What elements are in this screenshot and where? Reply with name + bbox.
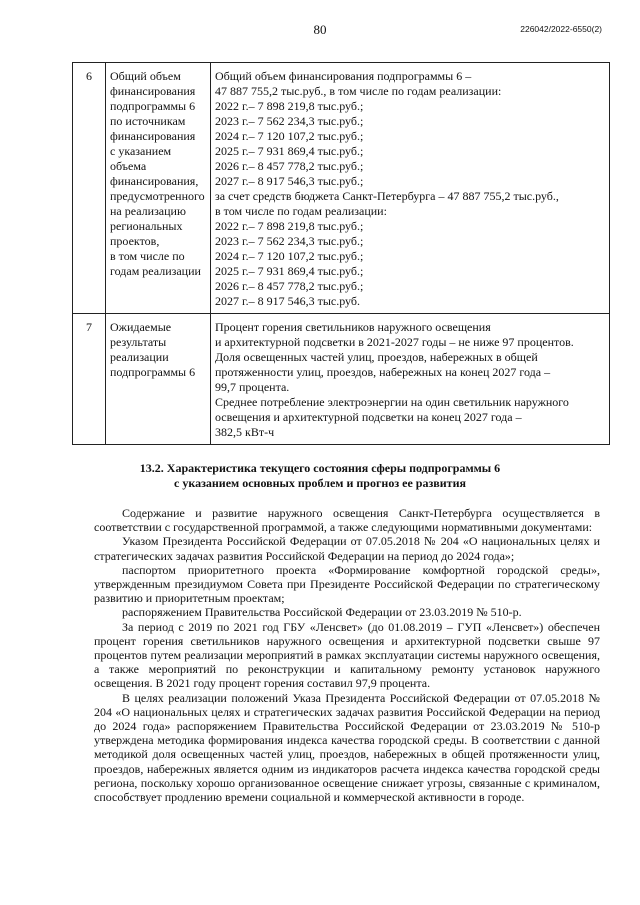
content-line: 2026 г.– 8 457 778,2 тыс.руб.;	[215, 279, 364, 293]
paragraph: Указом Президента Российской Федерации от 07.05.2018 № 204 «О национальных целях и стратегических задачах развития Российской Федерации на период до 2024 года»;	[94, 534, 600, 563]
content-line: протяженности улиц, проездов, набережных на конец 2027 года –	[215, 365, 551, 379]
row-label	[106, 314, 211, 445]
label-line: Общий объем	[110, 69, 181, 83]
table-row	[73, 63, 610, 314]
content-line: 99,7 процента.	[215, 380, 290, 394]
label-line: объема	[110, 159, 147, 173]
section-heading-line: 13.2. Характеристика текущего состояния сферы подпрограммы 6	[139, 461, 501, 475]
label-line: Ожидаемые	[110, 320, 172, 334]
content-line: 2023 г.– 7 562 234,3 тыс.руб.;	[215, 114, 364, 128]
paragraph: За период с 2019 по 2021 год ГБУ «Ленсвет» (до 01.08.2019 – ГУП «Ленсвет») обеспечен процент горения светильников наружного освещения и архитектурной подсветки свыше 97 процентов путем реализации мероприятий в рамках эксплуатации системы наружного освещения, а также мероприятий по реконструкции и капитальному ремонту установок наружного освещения. В 2021 году процент горения составил 97,9 процента.	[94, 619, 600, 691]
content-line: и архитектурной подсветки в 2021-2027 годы – не ниже 97 процентов.	[215, 335, 574, 349]
label-line: по источникам	[110, 114, 186, 128]
row-content	[211, 314, 610, 445]
content-line: 2022 г.– 7 898 219,8 тыс.руб.;	[215, 99, 364, 113]
content-line: Среднее потребление электроэнергии на один светильник наружного	[215, 395, 569, 409]
content-line: 2023 г.– 7 562 234,3 тыс.руб.;	[215, 234, 364, 248]
content-line: 2026 г.– 8 457 778,2 тыс.руб.;	[215, 159, 364, 173]
row-label	[106, 63, 211, 314]
label-line: в том числе по	[110, 249, 185, 263]
content-line: Общий объем финансирования подпрограммы 6 –	[215, 69, 472, 83]
label-line: подпрограммы 6	[110, 365, 196, 379]
content-line: 2024 г.– 7 120 107,2 тыс.руб.;	[215, 129, 364, 143]
content-line: Процент горения светильников наружного освещения	[215, 320, 491, 334]
label-line: региональных	[110, 219, 183, 233]
row-number: 6	[73, 63, 106, 314]
content-line: 2027 г.– 8 917 546,3 тыс.руб.	[215, 294, 360, 308]
content-line: 382,5 кВт-ч	[215, 425, 275, 439]
row-content	[211, 63, 610, 314]
label-line: финансирования	[110, 84, 196, 98]
label-line: финансирования	[110, 129, 196, 143]
content-line: освещения и архитектурной подсветки на конец 2027 года –	[215, 410, 522, 424]
document-code: 226042/2022-6550(2)	[520, 24, 602, 34]
paragraph: паспортом приоритетного проекта «Формирование комфортной городской среды», утвержденным президиумом Совета при Президенте Российской Федерации по стратегическому развитию и приоритетным проектам;	[94, 562, 600, 606]
content-line: 2025 г.– 7 931 869,4 тыс.руб.;	[215, 264, 364, 278]
label-line: на реализацию	[110, 204, 186, 218]
content-line: 2027 г.– 8 917 546,3 тыс.руб.;	[215, 174, 364, 188]
content-line: в том числе по годам реализации:	[215, 204, 387, 218]
content-line: Доля освещенных частей улиц, проездов, набережных в общей	[215, 350, 538, 364]
label-line: годам реализации	[110, 264, 201, 278]
content-line: 2025 г.– 7 931 869,4 тыс.руб.;	[215, 144, 364, 158]
label-line: подпрограммы 6	[110, 99, 196, 113]
label-line: результаты	[110, 335, 167, 349]
page-number: 80	[313, 22, 327, 37]
section-heading-line: с указанием основных проблем и прогноз ее развития	[174, 476, 466, 490]
section-heading	[60, 461, 580, 491]
content-line: за счет средств бюджета Санкт-Петербурга – 47 887 755,2 тыс.руб.,	[215, 189, 559, 203]
paragraph: В целях реализации положений Указа Президента Российской Федерации от 07.05.2018 № 204 «О национальных целях и стратегических задачах развития Российской Федерации на период до 2024 года» распоряжением Правительства Российской Федерации от 23.03.2019 № 510-р утверждена методика формирования индекса качества городской среды. В соответствии с данной методикой доля освещенных частей улиц, проездов, набережных в общей протяженности улиц, проездов, набережных является одним из индикаторов расчета индекса качества городской среды региона, поскольку хорошо организованное освещение снижает угрозы, связанные с криминалом, способствует продлению времени социальной и коммерческой активности в городе.	[94, 690, 600, 805]
label-line: проектов,	[110, 234, 160, 248]
paragraph: распоряжением Правительства Российской Федерации от 23.03.2019 № 510-р.	[122, 605, 522, 620]
table-row	[73, 314, 610, 445]
paragraph: Содержание и развитие наружного освещения Санкт-Петербурга осуществляется в соответствии с государственной программой, а также следующими нормативными документами:	[94, 506, 600, 535]
label-line: реализации	[110, 350, 169, 364]
content-line: 2024 г.– 7 120 107,2 тыс.руб.;	[215, 249, 364, 263]
content-line: 47 887 755,2 тыс.руб., в том числе по годам реализации:	[215, 84, 502, 98]
label-line: с указанием	[110, 144, 172, 158]
passport-table	[72, 62, 610, 445]
label-line: финансирования,	[110, 174, 199, 188]
body-text	[94, 506, 600, 804]
content-line: 2022 г.– 7 898 219,8 тыс.руб.;	[215, 219, 364, 233]
label-line: предусмотренного	[110, 189, 205, 203]
row-number: 7	[73, 314, 106, 445]
